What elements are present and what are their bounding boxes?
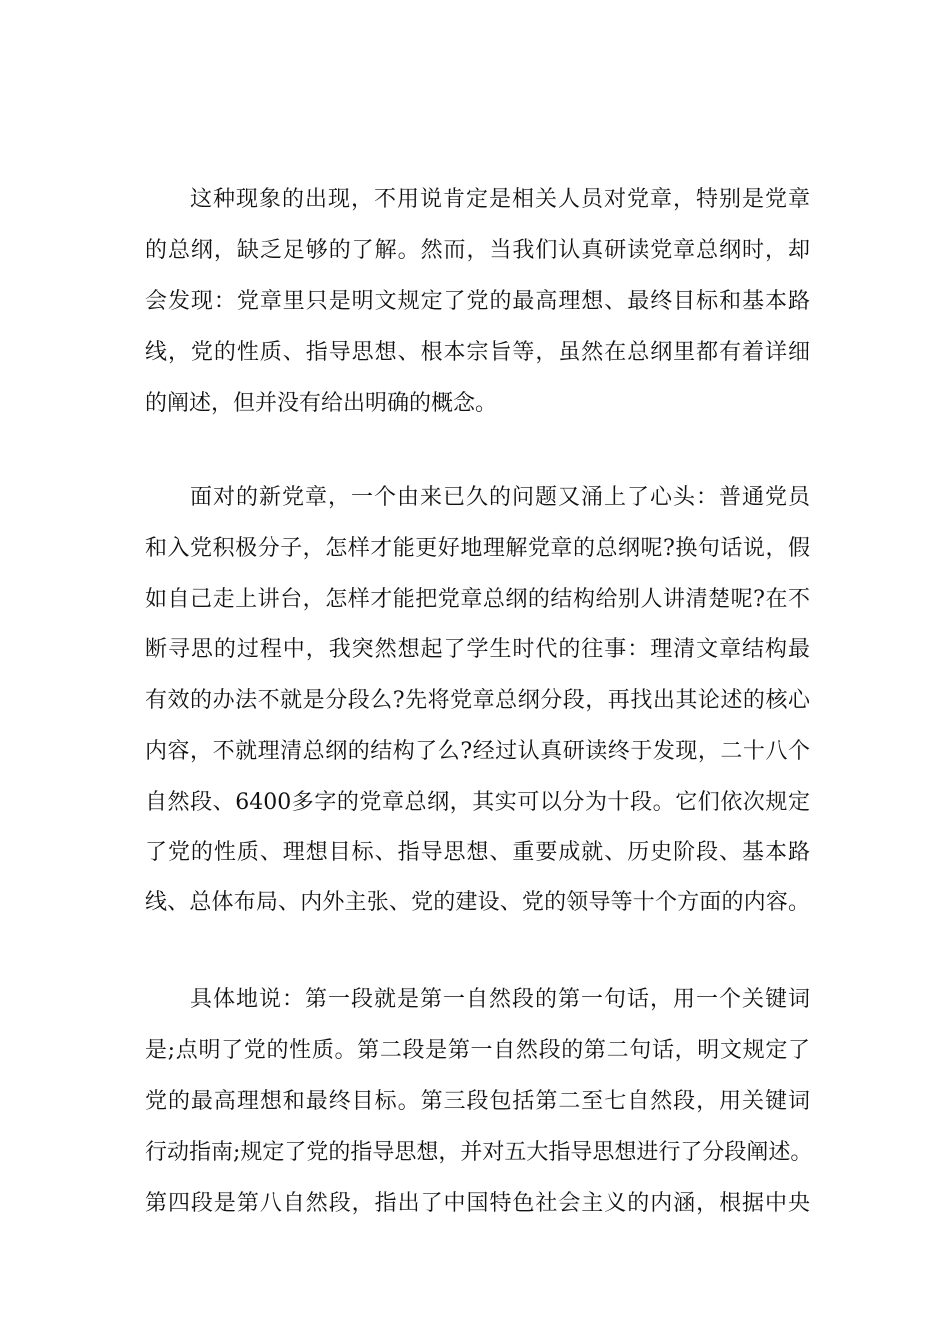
- paragraph-3-line-3: 党的最高理想和最终目标。第三段包括第二至七自然段，用关键词: [145, 1089, 810, 1114]
- paragraph-2-line-4: 断寻思的过程中，我突然想起了学生时代的往事：理清文章结构最: [145, 637, 810, 662]
- paragraph-2-line-9: 线、总体布局、内外主张、党的建设、党的领导等十个方面的内容。: [145, 890, 810, 915]
- paragraph-1-line-2: 的总纲，缺乏足够的了解。然而，当我们认真研读党章总纲时，却: [145, 238, 810, 263]
- paragraph-3-line-1: 具体地说：第一段就是第一自然段的第一句话，用一个关键词: [190, 987, 810, 1012]
- paragraph-1-line-3: 会发现：党章里只是明文规定了党的最高理想、最终目标和基本路: [145, 289, 810, 314]
- paragraph-3-line-2: 是;点明了党的性质。第二段是第一自然段的第二句话，明文规定了: [145, 1038, 810, 1063]
- paragraph-3-line-4: 行动指南;规定了党的指导思想，并对五大指导思想进行了分段阐述。: [145, 1140, 813, 1165]
- paragraph-2-line-6: 内容，不就理清总纲的结构了么?经过认真研读终于发现，二十八个: [145, 739, 810, 764]
- paragraph-2-line-2: 和入党积极分子，怎样才能更好地理解党章的总纲呢?换句话说，假: [145, 536, 810, 561]
- paragraph-1-line-1: 这种现象的出现，不用说肯定是相关人员对党章，特别是党章: [190, 187, 810, 212]
- paragraph-2-line-5: 有效的办法不就是分段么?先将党章总纲分段，再找出其论述的核心: [145, 688, 810, 713]
- paragraph-2-line-1: 面对的新党章，一个由来已久的问题又涌上了心头：普通党员: [190, 485, 810, 510]
- paragraph-1-line-4: 线，党的性质、指导思想、根本宗旨等，虽然在总纲里都有着详细: [145, 340, 810, 365]
- paragraph-2-line-8: 了党的性质、理想目标、指导思想、重要成就、历史阶段、基本路: [145, 840, 810, 865]
- paragraph-2-line-3: 如自己走上讲台，怎样才能把党章总纲的结构给别人讲清楚呢?在不: [145, 587, 810, 612]
- paragraph-3-line-5: 第四段是第八自然段，指出了中国特色社会主义的内涵，根据中央: [145, 1191, 810, 1216]
- paragraph-1-line-5: 的阐述，但并没有给出明确的概念。: [145, 391, 498, 416]
- paragraph-2-line-7: 自然段、6400多字的党章总纲，其实可以分为十段。它们依次规定: [145, 790, 810, 815]
